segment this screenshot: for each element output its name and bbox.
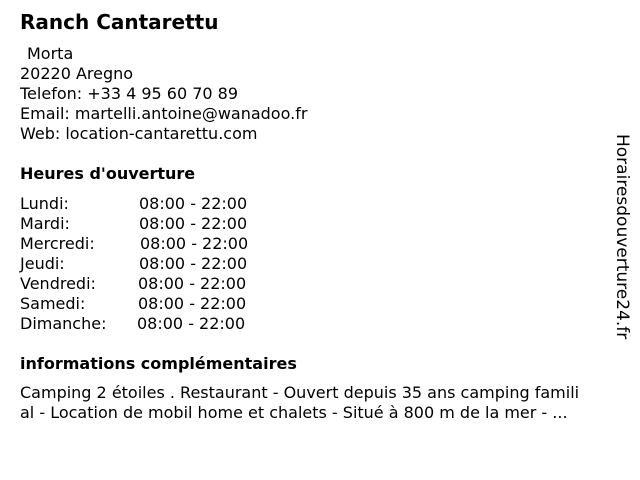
info-heading: informations complémentaires [20,354,297,373]
business-name: Ranch Cantarettu [20,10,219,34]
day-label: Lundi: [20,194,69,213]
time-value: 08:00 - 22:00 [138,274,247,293]
hours-row-monday [20,194,280,214]
hours-row-sunday [20,314,280,334]
day-label: Samedi: [20,294,86,313]
phone-line: Telefon: +33 4 95 60 70 89 [20,84,239,103]
time-value: 08:00 - 22:00 [139,254,248,273]
day-label: Vendredi: [20,274,96,293]
time-value: 08:00 - 22:00 [139,194,248,213]
hours-row-wednesday [20,234,280,254]
day-label: Mardi: [20,214,70,233]
web-line: Web: location-cantarettu.com [20,124,258,143]
time-value: 08:00 - 22:00 [139,214,248,233]
time-value: 08:00 - 22:00 [137,314,246,333]
hours-row-thursday [20,254,280,274]
time-value: 08:00 - 22:00 [140,234,249,253]
site-watermark: Horairesdouverture24.fr [612,134,632,340]
description-line-2: al - Location de mobil home et chalets - Situé à 800 m de la mer - ... [20,403,568,422]
time-value: 08:00 - 22:00 [138,294,247,313]
address-block [20,44,307,144]
hours-row-friday [20,274,280,294]
city-line: 20220 Aregno [20,64,134,83]
day-label: Mercredi: [20,234,95,253]
info-description [20,383,632,423]
day-label: Jeudi: [20,254,65,273]
hours-row-tuesday [20,214,280,234]
description-line-1: Camping 2 étoiles . Restaurant - Ouvert depuis 35 ans camping famili [20,383,580,402]
hours-heading: Heures d'ouverture [20,164,196,183]
email-line: Email: martelli.antoine@wanadoo.fr [20,104,308,123]
street: Morta [27,44,74,63]
hours-row-saturday [20,294,280,314]
hours-list [20,194,280,334]
day-label: Dimanche: [20,314,107,333]
